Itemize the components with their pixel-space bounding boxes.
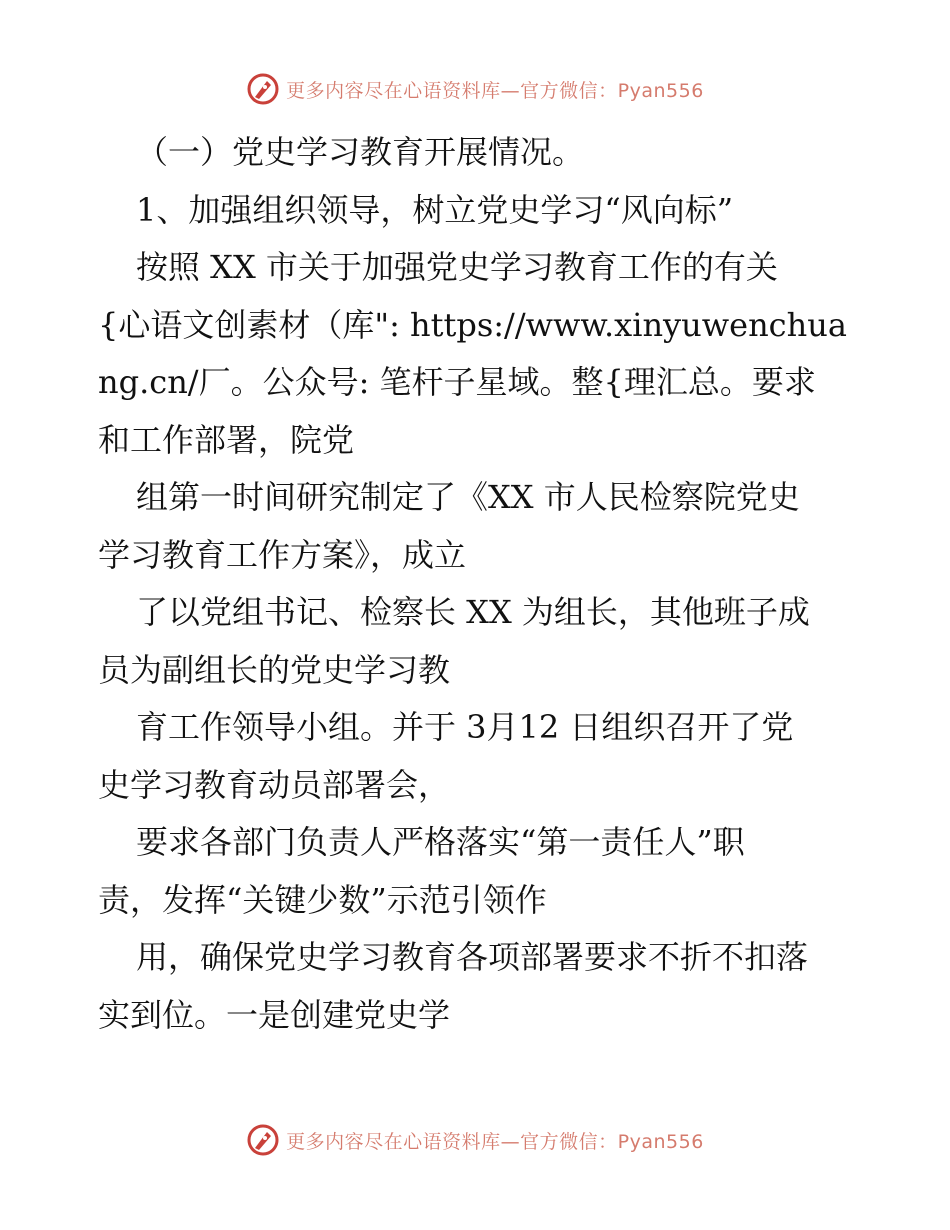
header-banner-text: 更多内容尽在心语资料库—官方微信：Pyan556 [286, 79, 704, 102]
paragraph-line: 要求各部门负责人严格落实“第一责任人”职 [136, 823, 745, 861]
paragraph-line: 史学习教育动员部署会， [98, 765, 451, 804]
paragraph-line: 按照 XX 市关于加强党史学习教育工作的有关 [136, 248, 778, 286]
paragraph-line: ng.cn/厂。公众号: 笔杆子星域。整{理汇总。要求 [98, 363, 816, 401]
pen-nib-logo-icon [246, 72, 280, 106]
paragraph-line: 育工作领导小组。并于 3月12 日组织召开了党 [136, 708, 794, 746]
pen-nib-logo-icon [246, 1123, 280, 1157]
paragraph-line: 员为副组长的党史学习教 [98, 650, 451, 689]
paragraph-line: 责，发挥“关键少数”示范引领作 [98, 880, 547, 919]
subsection-heading: 1、加强组织领导，树立党史学习“风向标” [136, 190, 734, 229]
document-body [98, 124, 858, 1044]
section-heading: （一）党史学习教育开展情况。 [136, 133, 585, 171]
paragraph-line: 了以党组书记、检察长 XX 为组长，其他班子成 [136, 593, 810, 631]
paragraph-line: 学习教育工作方案》，成立 [98, 535, 467, 574]
paragraph-line: 组第一时间研究制定了《XX 市人民检察院党史 [136, 478, 800, 516]
paragraph-line: 实到位。一是创建党史学 [98, 995, 451, 1034]
footer-banner [0, 1123, 950, 1157]
footer-banner-text: 更多内容尽在心语资料库—官方微信：Pyan556 [286, 1130, 704, 1153]
paragraph-line: {心语文创素材（库": https://www.xinyuwenchua [98, 305, 847, 344]
header-banner [0, 72, 950, 106]
paragraph-line: 用，确保党史学习教育各项部署要求不折不扣落 [136, 938, 809, 976]
paragraph-line: 和工作部署，院党 [98, 420, 355, 459]
